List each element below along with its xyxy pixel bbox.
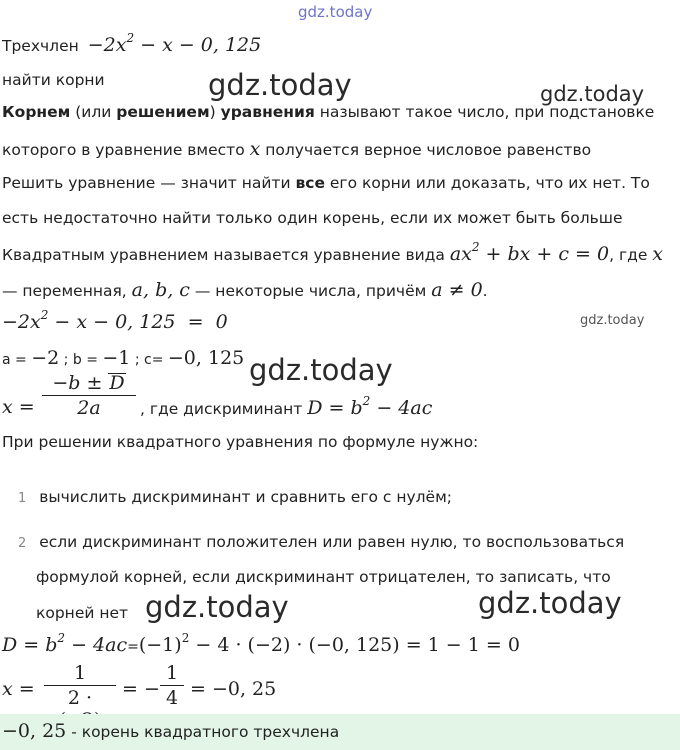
list-item bbox=[18, 488, 452, 506]
text: . bbox=[482, 282, 488, 300]
root-equals-minus: = − bbox=[122, 678, 160, 700]
coefficient-vars: a, b, c bbox=[131, 279, 190, 301]
main-equation: $-2x^2 - x - 0$, 125 = 0 bbox=[2, 308, 228, 333]
answer-line bbox=[2, 720, 339, 742]
text: его корни или доказать, что их нет. То bbox=[324, 174, 650, 192]
list-item bbox=[18, 533, 624, 551]
fraction-numerator: 1 bbox=[73, 662, 87, 684]
find-roots-text: найти корни bbox=[2, 71, 105, 89]
formula-numerator: −b ± D bbox=[52, 372, 125, 394]
root-lhs: x = bbox=[2, 678, 35, 700]
trinomial-label: Трехчлен bbox=[2, 37, 79, 55]
discriminant-def: $D = b^2 - 4ac$ bbox=[2, 631, 128, 656]
text: — некоторые числа, причём bbox=[189, 282, 432, 300]
coef-b: −1 bbox=[102, 347, 131, 369]
discriminant-calculation bbox=[2, 631, 520, 656]
formula-denominator: 2a bbox=[77, 397, 101, 419]
fraction-bar bbox=[44, 685, 116, 686]
text: получается верное числовое равенство bbox=[260, 141, 592, 159]
watermark-top: gdz.today bbox=[298, 3, 373, 21]
var-x: x bbox=[249, 138, 261, 160]
watermark-small: gdz.today bbox=[580, 313, 645, 328]
text: (или bbox=[70, 103, 117, 121]
term-root: Корнем bbox=[2, 103, 71, 121]
coefficients-line bbox=[2, 347, 244, 369]
quadratic-def-line-2 bbox=[2, 279, 488, 301]
trinomial-line bbox=[2, 31, 262, 56]
fraction-bar bbox=[160, 685, 184, 686]
text: Решить уравнение — значит найти bbox=[2, 174, 296, 192]
fraction-denominator: 4 bbox=[165, 687, 179, 709]
answer-text: - корень квадратного трехчлена bbox=[66, 723, 340, 741]
var-x: x bbox=[652, 243, 664, 265]
formula-x-lhs: x = bbox=[2, 396, 35, 418]
quadratic-general-form: $ax^2$ + bx + c = 0 bbox=[449, 240, 610, 265]
solve-line-1 bbox=[2, 174, 650, 192]
quadratic-def-line-1 bbox=[2, 240, 664, 265]
list-text-continued: формулой корней, если дискриминант отрицателен, то записать, что bbox=[36, 568, 611, 586]
text: ; c= bbox=[130, 352, 168, 368]
term-all: все bbox=[295, 174, 325, 192]
method-intro: При решении квадратного уравнения по формуле нужно: bbox=[2, 433, 479, 451]
text: ) bbox=[209, 103, 221, 121]
quadratic-formula-fraction bbox=[42, 372, 136, 424]
definition-line-2 bbox=[2, 138, 591, 160]
definition-line-1 bbox=[2, 103, 654, 121]
text: — переменная, bbox=[2, 282, 132, 300]
text: a = bbox=[2, 352, 32, 368]
fraction-bar bbox=[42, 395, 136, 396]
text: , где дискриминант bbox=[140, 400, 308, 418]
text: называют такое число, при подстановке bbox=[314, 103, 655, 121]
fraction-denominator: 2 · bbox=[67, 687, 93, 709]
text: Квадратным уравнением называется уравнение вида bbox=[2, 246, 450, 264]
fraction-numerator: 1 bbox=[165, 662, 179, 684]
discriminant-formula: $D = b^2 - 4ac$ bbox=[307, 394, 433, 419]
text: ; b = bbox=[59, 352, 103, 368]
list-text: если дискриминант положителен или равен нулю, то воспользоваться bbox=[39, 533, 625, 551]
root-result: = −0, 25 bbox=[190, 678, 277, 700]
list-text: вычислить дискриминант и сравнить его с нулём; bbox=[39, 488, 452, 506]
coef-a: −2 bbox=[31, 347, 60, 369]
watermark-large: gdz.today bbox=[249, 353, 393, 387]
term-solution: решением bbox=[116, 103, 210, 121]
coef-c: −0, 125 bbox=[167, 347, 245, 369]
discriminant-value: $(-1)^2 - 4 \cdot (-2) \cdot (-0$, 125) = 1 − 1 = 0 bbox=[138, 631, 520, 656]
text: , где bbox=[609, 246, 653, 264]
answer-value: −0, 25 bbox=[2, 720, 67, 742]
formula-where-line bbox=[140, 394, 433, 419]
list-text-continued: корней нет bbox=[36, 604, 129, 622]
watermark-large: gdz.today bbox=[478, 586, 622, 620]
trinomial-expression: $-2x^2 - x - 0$, 125 bbox=[87, 31, 262, 56]
text: которого в уравнение вместо bbox=[2, 141, 250, 159]
solve-line-2: есть недостаточно найти только один корень, если их может быть больше bbox=[2, 209, 623, 227]
watermark-large: gdz.today bbox=[145, 590, 289, 624]
watermark-medium: gdz.today bbox=[540, 82, 645, 106]
term-equation: уравнения bbox=[220, 103, 315, 121]
equals: = bbox=[127, 639, 139, 655]
a-not-zero: a ≠ 0 bbox=[431, 279, 483, 301]
watermark-large: gdz.today bbox=[208, 68, 352, 102]
root-fraction-simplified bbox=[160, 662, 184, 709]
list-number: 1 bbox=[18, 491, 27, 506]
list-number: 2 bbox=[18, 536, 27, 551]
